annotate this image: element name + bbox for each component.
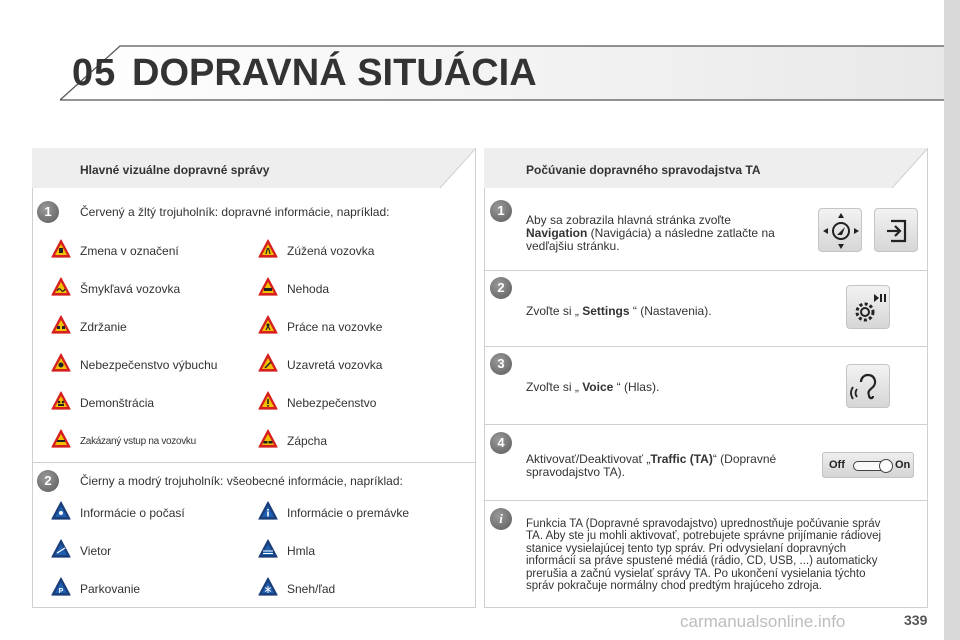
info-sign-icon: [51, 501, 71, 521]
ta-step3-bold: Voice: [582, 380, 614, 394]
info-triangle-icon: [258, 539, 278, 559]
warning-sign-label: Demonštrácia: [80, 396, 155, 410]
ta-divider-4: [484, 500, 928, 501]
navigation-icon: [819, 209, 863, 253]
step-badge-1: 1: [37, 201, 59, 223]
ta-step-badge-4: 4: [490, 432, 512, 454]
warning-triangle-icon: [258, 315, 278, 335]
info-line-1: Funkcia TA (Dopravné spravodajstvo) uprednostňuje počúvanie správ: [526, 518, 881, 530]
ta-step4-pre: Aktivovať/Deaktivovať „: [526, 452, 651, 466]
step1-intro: Červený a žltý trojuholník: dopravné informácie, napríklad:: [80, 205, 390, 219]
warning-sign-label: Nebezpečenstvo: [287, 396, 377, 410]
toggle-knob: [879, 459, 893, 473]
warning-sign-icon: [258, 353, 278, 373]
info-sign-label: Hmla: [287, 544, 316, 558]
info-triangle-icon: [51, 539, 71, 559]
info-sign-icon: [258, 501, 278, 521]
ta-divider-2: [484, 346, 928, 347]
svg-text:P: P: [58, 588, 64, 595]
step-badge-2: 2: [37, 470, 59, 492]
warning-triangle-icon: [51, 391, 71, 411]
warning-sign-label: Zakázaný vstup na vozovku: [80, 436, 196, 447]
warning-sign-icon: [51, 239, 71, 259]
warning-sign-icon: [51, 353, 71, 373]
warning-sign-icon: [258, 277, 278, 297]
info-text: [526, 518, 926, 592]
info-line-5: prerušia a začnú vysielať správy TA. Po ukončení vysielania týchto: [526, 567, 866, 580]
side-tab-bar: [944, 0, 960, 640]
warning-sign-label: Nehoda: [287, 282, 330, 296]
warning-triangle-icon: [51, 315, 71, 335]
ta-step-badge-1: 1: [490, 200, 512, 222]
settings-icon: [847, 286, 891, 330]
ta-step-badge-3: 3: [490, 353, 512, 375]
ta-step2-bold: Settings: [582, 304, 630, 318]
left-panel-title: Hlavné vizuálne dopravné správy: [80, 163, 270, 177]
info-sign-icon: [51, 539, 71, 559]
ta-step3-pre: Zvoľte si „: [526, 380, 583, 394]
chapter-title: DOPRAVNÁ SITUÁCIA: [132, 52, 537, 94]
ta-step4-text: [526, 453, 816, 479]
warning-sign-label: Zmena v označení: [80, 244, 179, 258]
ta-step2-post: “ (Nastavenia).: [629, 304, 712, 318]
warning-sign-icon: [258, 239, 278, 259]
warning-sign-icon: [258, 391, 278, 411]
info-sign-label: Vietor: [80, 544, 112, 558]
warning-sign-label: Zúžená vozovka: [287, 244, 375, 258]
warning-sign-icon: [258, 315, 278, 335]
info-sign-label: Informácie o premávke: [287, 506, 410, 520]
ta-step1-line2: (Navigácia) a následne zatlačte na: [587, 226, 775, 240]
warning-sign-label: Uzavretá vozovka: [287, 358, 383, 372]
info-line-4: informácií sa práve spustené médiá (rádio, CD, USB, ...) automaticky: [526, 555, 878, 568]
ta-divider-1: [484, 270, 928, 271]
ta-step4-post: “ (Dopravné: [712, 452, 777, 466]
info-sign-label: Sneh/ľad: [287, 582, 336, 596]
chapter-number: 05: [72, 52, 117, 94]
toggle-off-label: Off: [829, 459, 845, 471]
ta-step4-line2: spravodajstvo TA).: [526, 465, 625, 479]
warning-sign-icon: [51, 277, 71, 297]
info-triangle-icon: [258, 577, 278, 597]
info-sign-icon: [258, 577, 278, 597]
ta-step3-post: “ (Hlas).: [613, 380, 660, 394]
ta-step1-line1: Aby sa zobrazila hlavná stránka zvoľte: [526, 213, 731, 227]
warning-sign-icon: [51, 315, 71, 335]
left-divider: [32, 462, 476, 463]
right-panel-title: Počúvanie dopravného spravodajstva TA: [526, 163, 761, 177]
next-page-button[interactable]: [874, 208, 918, 252]
toggle-on-label: On: [895, 459, 911, 471]
warning-triangle-icon: [258, 277, 278, 297]
voice-icon: [847, 365, 891, 409]
ta-step3-text: [526, 381, 659, 394]
warning-sign-icon: [51, 391, 71, 411]
warning-sign-label: Nebezpečenstvo výbuchu: [80, 358, 218, 372]
ta-step2-pre: Zvoľte si „: [526, 304, 583, 318]
warning-sign-icon: [51, 429, 71, 449]
ta-step2-text: [526, 305, 712, 318]
info-sign-icon: [258, 539, 278, 559]
warning-triangle-icon: [258, 239, 278, 259]
warning-triangle-icon: [51, 429, 71, 449]
settings-button[interactable]: [846, 285, 890, 329]
warning-triangle-icon: [258, 353, 278, 373]
traffic-ta-toggle[interactable]: [822, 452, 914, 478]
info-triangle-icon: [51, 501, 71, 521]
info-sign-label: Informácie o počasí: [80, 506, 185, 520]
voice-button[interactable]: [846, 364, 890, 408]
warning-triangle-icon: [258, 391, 278, 411]
warning-triangle-icon: [258, 429, 278, 449]
info-triangle-icon: [51, 577, 71, 597]
info-line-2: TA. Aby ste ju mohli aktivovať, potrebujete správne prijímanie rádiovej: [526, 530, 882, 543]
warning-sign-label: Zdržanie: [80, 320, 127, 334]
warning-sign-icon: [258, 429, 278, 449]
info-line-3: stanice vysielajúcej tento typ správ. Pri odvysielaní dopravných: [526, 542, 847, 555]
navigation-button[interactable]: [818, 208, 862, 252]
page-number: 339: [904, 612, 928, 628]
info-sign-label: Parkovanie: [80, 582, 141, 596]
warning-triangle-icon: [51, 277, 71, 297]
ta-step1-text: [526, 214, 816, 253]
info-triangle-icon: [258, 501, 278, 521]
warning-sign-label: Zápcha: [287, 434, 328, 448]
ta-step-badge-2: 2: [490, 277, 512, 299]
ta-step1-line3: vedľajšiu stránku.: [526, 239, 620, 253]
ta-divider-3: [484, 424, 928, 425]
warning-sign-label: Práce na vozovke: [287, 320, 383, 334]
info-badge: i: [490, 508, 512, 530]
warning-triangle-icon: [51, 353, 71, 373]
ta-step4-bold: Traffic (TA): [650, 452, 713, 466]
warning-sign-label: Šmykľavá vozovka: [80, 282, 181, 296]
info-line-6: správ pokračuje normálny chod predtým hrajúceho zdroja.: [526, 580, 822, 593]
ta-step1-bold: Navigation: [526, 226, 588, 240]
watermark: carmanualsonline.info: [680, 612, 846, 631]
warning-triangle-icon: [51, 239, 71, 259]
next-page-icon: [875, 209, 919, 253]
info-sign-icon: [51, 577, 71, 597]
step2-intro: Čierny a modrý trojuholník: všeobecné informácie, napríklad:: [80, 474, 403, 488]
page-header: [0, 0, 960, 120]
